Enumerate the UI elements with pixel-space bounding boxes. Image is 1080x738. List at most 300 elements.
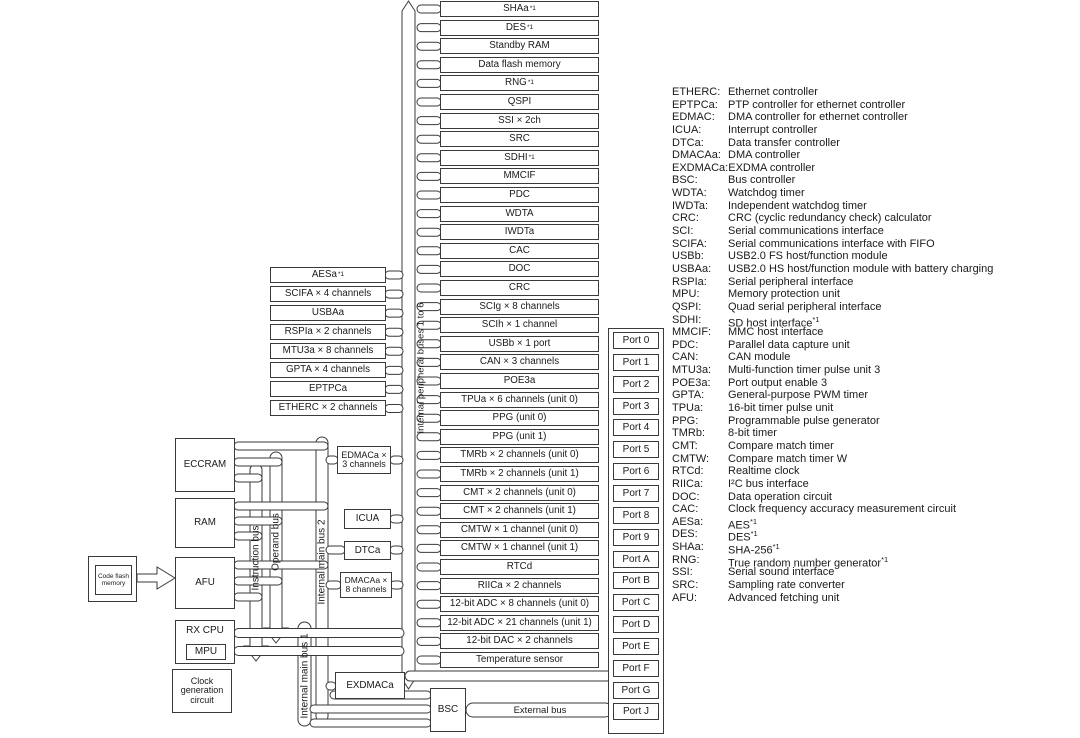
peripheral-block-label: PDC xyxy=(509,189,530,200)
legend-abbr: CMT: xyxy=(672,439,698,452)
peripheral-stub xyxy=(385,404,403,412)
peripheral-block-label: CMT × 2 channels (unit 1) xyxy=(463,505,576,517)
legend-abbr: CAC: xyxy=(672,503,699,516)
peripheral-block xyxy=(270,343,386,359)
port-box: Port 3 xyxy=(613,398,659,415)
peripheral-block xyxy=(440,392,599,408)
peripheral-block-label: WDTA xyxy=(505,207,534,219)
bus-stub xyxy=(310,719,431,727)
legend xyxy=(672,86,1077,604)
legend-row xyxy=(672,339,1077,352)
peripheral-block: DES *1 xyxy=(440,20,599,36)
peripheral-block-label: SCIh × 1 channel xyxy=(481,319,558,331)
peripheral-stub xyxy=(385,328,403,336)
legend-abbr: USBb: xyxy=(672,250,704,263)
peripheral-block xyxy=(440,336,599,352)
legend-row xyxy=(672,528,1077,545)
legend-abbr: SCIFA: xyxy=(672,237,707,250)
peripheral-block xyxy=(440,373,599,389)
external-bus-label: External bus xyxy=(513,704,567,716)
peripheral-block xyxy=(440,578,599,594)
legend-desc: DMA controller for ethernet controller xyxy=(728,111,908,124)
legend-row xyxy=(672,111,1077,124)
peripheral-block xyxy=(440,466,599,482)
legend-desc: SD host interface$^{*1}$ xyxy=(728,314,820,330)
peripheral-block-label: CMTW × 1 channel (unit 0) xyxy=(460,523,579,535)
peripheral-block xyxy=(440,503,599,519)
peripheral-block-label: QSPI xyxy=(507,96,532,107)
legend-row xyxy=(672,149,1077,162)
peripheral-block-label: USBb × 1 port xyxy=(488,337,551,349)
ram-block xyxy=(175,498,235,548)
edmaca-label: EDMACa × 3 channels xyxy=(341,449,387,469)
peripheral-block-label: USBAa xyxy=(311,307,345,319)
peripheral-stub xyxy=(417,172,441,180)
legend-desc: True random number generator$^{*1}$ xyxy=(728,554,889,570)
port-box: Port E xyxy=(613,638,659,655)
legend-desc: Ethernet controller xyxy=(728,86,818,98)
legend-desc: USB2.0 FS host/function module xyxy=(728,250,888,263)
peripheral-block xyxy=(270,305,386,321)
edmaca-block xyxy=(337,446,391,474)
peripheral-block-label: MMCIF xyxy=(503,170,536,182)
legend-row xyxy=(672,440,1077,453)
legend-desc: Independent watchdog timer xyxy=(728,199,867,212)
peripheral-stub xyxy=(417,61,441,69)
peripheral-block-label: PPG (unit 0) xyxy=(492,412,547,424)
peripheral-block-label: CMT × 2 channels (unit 0) xyxy=(463,486,576,498)
legend-desc: Interrupt controller xyxy=(728,123,818,136)
clock-generation-label: Clock generation circuit xyxy=(180,676,224,705)
peripheral-block-label: TMRb × 2 channels (unit 0) xyxy=(460,449,579,461)
peripheral-block-label: SSI × 2ch xyxy=(498,114,541,126)
peripheral-stub xyxy=(417,526,441,534)
peripheral-stub xyxy=(417,228,441,236)
peripheral-stub xyxy=(417,563,441,571)
legend-row xyxy=(672,478,1077,491)
peripheral-block xyxy=(440,131,599,147)
legend-row xyxy=(672,364,1077,377)
legend-abbr: PPG: xyxy=(672,414,699,427)
legend-abbr: GPTA: xyxy=(672,389,705,402)
legend-abbr: SRC: xyxy=(672,578,699,591)
bsc-block xyxy=(430,688,466,732)
legend-abbr: IWDTa: xyxy=(672,199,709,212)
peripheral-block xyxy=(440,633,599,649)
bus-stub xyxy=(390,515,403,523)
port-box: Port B xyxy=(613,572,659,589)
legend-row xyxy=(672,402,1077,415)
legend-desc: MMC host interface xyxy=(728,326,824,339)
legend-row xyxy=(672,313,1077,330)
legend-row xyxy=(672,250,1077,263)
peripheral-block-label: AESa xyxy=(311,269,337,280)
peripheral-block xyxy=(440,596,599,612)
peripheral-block xyxy=(440,354,599,370)
peripheral-stub xyxy=(385,385,403,393)
peripheral-stub xyxy=(417,582,441,590)
legend-row xyxy=(672,566,1077,579)
peripheral-stub xyxy=(417,489,441,497)
port-box: Port 1 xyxy=(613,354,659,371)
legend-abbr: AFU: xyxy=(672,591,698,604)
clock-generation-block xyxy=(172,669,232,713)
internal-peripheral-bus-shaft xyxy=(402,1,415,689)
legend-desc: I²C bus interface xyxy=(728,477,809,490)
peripheral-block-label: SDHI xyxy=(504,151,528,163)
legend-desc: Serial sound interface xyxy=(728,566,835,579)
legend-abbr: SDHI: xyxy=(672,313,702,326)
peripheral-block-label: CMTW × 1 channel (unit 1) xyxy=(460,542,579,554)
port-box: Port 0 xyxy=(613,332,659,349)
legend-desc: Sampling rate converter xyxy=(728,578,845,591)
port-box: Port 6 xyxy=(613,463,659,480)
peripheral-block xyxy=(270,362,386,378)
legend-desc: CRC (cyclic redundancy check) calculator xyxy=(728,212,932,225)
icua-block xyxy=(344,509,391,529)
legend-abbr: DES: xyxy=(672,528,698,541)
legend-abbr: MPU: xyxy=(672,288,700,301)
legend-row xyxy=(672,225,1077,238)
legend-abbr: DTCa: xyxy=(672,136,704,149)
legend-row xyxy=(672,99,1077,112)
legend-abbr: RIICa: xyxy=(672,477,704,490)
peripheral-stub xyxy=(417,5,441,13)
peripheral-block xyxy=(270,324,386,340)
legend-row xyxy=(672,187,1077,200)
legend-desc: Watchdog timer xyxy=(728,187,805,200)
ram-label: RAM xyxy=(194,517,216,528)
legend-row xyxy=(672,427,1077,440)
legend-abbr: WDTA: xyxy=(672,187,707,200)
legend-abbr: RNG: xyxy=(672,553,700,566)
port-box: Port F xyxy=(613,660,659,677)
peripheral-stub xyxy=(417,600,441,608)
legend-desc: Port output enable 3 xyxy=(728,376,828,389)
legend-row xyxy=(672,276,1077,289)
peripheral-block xyxy=(440,447,599,463)
port-box: Port 9 xyxy=(613,529,659,546)
legend-desc: DES$^{*1}$ xyxy=(728,529,758,545)
peripheral-block xyxy=(440,429,599,445)
icua-label: ICUA xyxy=(355,513,380,524)
peripheral-block xyxy=(440,299,599,315)
peripheral-stub xyxy=(385,347,403,355)
port-box: Port G xyxy=(613,682,659,699)
peripheral-block-label: POE3a xyxy=(503,375,536,386)
peripheral-stub xyxy=(417,284,441,292)
legend-abbr: EPTPCa: xyxy=(672,98,718,111)
legend-abbr: EDMAC: xyxy=(672,111,715,124)
peripheral-block-label: SCIg × 8 channels xyxy=(479,300,560,312)
bus-stub xyxy=(310,705,431,713)
legend-abbr: RSPIa: xyxy=(672,275,707,288)
peripheral-block: SDHI *1 xyxy=(440,150,599,166)
peripheral-block-label: GPTA × 4 channels xyxy=(286,364,370,376)
legend-desc: 8-bit timer xyxy=(728,427,777,440)
peripheral-block xyxy=(440,522,599,538)
peripheral-stub xyxy=(417,135,441,143)
legend-abbr: CAN: xyxy=(672,351,699,364)
peripheral-block-label: TMRb × 2 channels (unit 1) xyxy=(460,468,579,479)
instruction-bus-label: Instruction bus xyxy=(250,525,262,591)
peripheral-block xyxy=(440,317,599,333)
legend-row xyxy=(672,491,1077,504)
legend-row xyxy=(672,174,1077,187)
legend-row xyxy=(672,162,1077,175)
peripheral-block-label: DOC xyxy=(508,263,531,275)
peripheral-block xyxy=(440,615,599,631)
legend-row xyxy=(672,263,1077,276)
code-flash-arrow xyxy=(137,567,175,589)
peripheral-block xyxy=(440,168,599,184)
bsc-label: BSC xyxy=(437,703,459,715)
peripheral-block-label: ETHERC × 2 channels xyxy=(278,402,378,414)
bus-stub xyxy=(234,442,328,450)
port-box: Port C xyxy=(613,594,659,611)
peripheral-stub xyxy=(417,210,441,218)
legend-abbr: TPUa: xyxy=(672,402,704,415)
legend-row xyxy=(672,137,1077,150)
legend-abbr: POE3a: xyxy=(672,376,711,389)
peripheral-block-label: IWDTa xyxy=(504,226,535,238)
afu-block xyxy=(175,557,235,609)
peripheral-stub xyxy=(417,24,441,32)
exdmaca-block xyxy=(335,672,405,699)
peripheral-block xyxy=(440,243,599,259)
rx-cpu-block xyxy=(175,620,235,664)
dtca-label: DTCa xyxy=(354,544,381,556)
legend-row xyxy=(672,389,1077,402)
peripheral-block xyxy=(440,113,599,129)
legend-abbr: MMCIF: xyxy=(672,326,712,339)
legend-row xyxy=(672,503,1077,516)
legend-desc: AES$^{*1}$ xyxy=(728,516,758,532)
legend-desc: General-purpose PWM timer xyxy=(728,389,868,402)
legend-abbr: SHAa: xyxy=(672,541,704,554)
peripheral-block-label: RNG xyxy=(505,77,527,89)
peripheral-block xyxy=(270,400,386,416)
peripheral-block xyxy=(440,94,599,110)
legend-abbr: CRC: xyxy=(672,212,699,225)
peripheral-block xyxy=(270,381,386,397)
rx-cpu-label: RX CPU xyxy=(186,625,224,636)
legend-desc: Serial communications interface with FIFO xyxy=(728,237,935,250)
peripheral-block xyxy=(440,540,599,556)
bus-stub xyxy=(326,581,341,589)
peripheral-stub xyxy=(417,265,441,273)
legend-row xyxy=(672,553,1077,570)
bus-stub xyxy=(234,593,262,601)
afu-label: AFU xyxy=(195,577,215,588)
dmacaa-label: DMACAa × 8 channels xyxy=(344,575,388,594)
peripheral-block-label: RIICa × 2 channels xyxy=(477,579,562,591)
legend-row xyxy=(672,200,1077,213)
peripheral-block xyxy=(440,261,599,277)
legend-desc: Memory protection unit xyxy=(728,288,840,301)
port-box: Port 4 xyxy=(613,419,659,436)
dmacaa-block xyxy=(340,572,392,598)
legend-abbr: SCI: xyxy=(672,225,694,238)
peripheral-stub xyxy=(385,366,403,374)
peripheral-stub xyxy=(417,98,441,106)
peripheral-stub xyxy=(417,433,441,441)
peripheral-block xyxy=(440,206,599,222)
peripheral-stub xyxy=(417,247,441,255)
legend-abbr: ICUA: xyxy=(672,123,702,136)
legend-abbr: DOC: xyxy=(672,490,700,503)
peripheral-block-label: EPTPCa xyxy=(308,383,348,395)
peripheral-stub xyxy=(417,656,441,664)
legend-desc: Advanced fetching unit xyxy=(728,591,840,604)
peripheral-block xyxy=(440,559,599,575)
rx-cpu-bus-link xyxy=(234,629,404,638)
operand-bus-label: Operand bus xyxy=(270,513,282,571)
legend-row xyxy=(672,351,1077,364)
legend-desc: Bus controller xyxy=(728,174,796,187)
mpu-block: MPU xyxy=(186,644,226,660)
peripheral-stub xyxy=(417,79,441,87)
peripheral-stub xyxy=(385,290,403,298)
peripheral-block-label: CAC xyxy=(509,244,530,256)
code-flash-outer-block xyxy=(88,556,137,602)
legend-abbr: AESa: xyxy=(672,515,704,528)
peripheral-stub xyxy=(417,619,441,627)
port-box: Port J xyxy=(613,703,659,720)
legend-abbr: EXDMACa: xyxy=(672,161,729,174)
rx-cpu-bus-link xyxy=(234,647,404,656)
legend-abbr: QSPI: xyxy=(672,300,702,313)
peripheral-block xyxy=(440,652,599,668)
bus-stub xyxy=(234,502,328,510)
legend-desc: PTP controller for ethernet controller xyxy=(728,98,906,111)
peripheral-block-label: Temperature sensor xyxy=(475,654,564,665)
peripheral-to-port-bus xyxy=(405,671,612,681)
peripheral-stub xyxy=(417,544,441,552)
port-box: Port A xyxy=(613,551,659,568)
bus-stub xyxy=(234,458,282,466)
exdmaca-label: EXDMACa xyxy=(346,679,394,691)
legend-desc: Serial communications interface xyxy=(728,225,884,238)
peripheral-block-label: TPUa × 6 channels (unit 0) xyxy=(461,393,578,405)
legend-desc: Compare match timer W xyxy=(728,452,848,465)
bus-stub xyxy=(234,474,262,482)
eccram-label: ECCRAM xyxy=(183,459,227,470)
internal-main-bus-1-label: Internal main bus 1 xyxy=(299,633,311,719)
legend-row xyxy=(672,465,1077,478)
peripheral-block-label: SCIFA × 4 channels xyxy=(284,288,372,300)
peripheral-block-label: SHAa xyxy=(503,3,529,14)
legend-desc: 16-bit timer pulse unit xyxy=(728,402,834,415)
legend-abbr: RTCd: xyxy=(672,465,704,478)
peripheral-stub xyxy=(417,154,441,162)
legend-desc: EXDMA controller xyxy=(728,161,816,174)
peripheral-block-label: MTU3a × 8 channels xyxy=(282,345,374,357)
peripheral-stub xyxy=(417,42,441,50)
legend-desc: Multi-function timer pulse unit 3 xyxy=(728,364,881,377)
legend-abbr: USBAa: xyxy=(672,262,712,275)
legend-abbr: CMTW: xyxy=(672,452,710,465)
bus-stub xyxy=(390,546,403,554)
peripheral-block xyxy=(440,224,599,240)
legend-abbr: SSI: xyxy=(672,566,693,579)
legend-desc: Clock frequency accuracy measurement circuit xyxy=(728,503,957,516)
legend-row xyxy=(672,415,1077,428)
legend-row xyxy=(672,515,1077,532)
port-box: Port D xyxy=(613,616,659,633)
peripheral-block-label: CRC xyxy=(508,282,531,293)
legend-row xyxy=(672,579,1077,592)
internal-main-bus-2-label: Internal main bus 2 xyxy=(316,519,328,605)
legend-desc: Quad serial peripheral interface xyxy=(728,300,882,313)
peripheral-block xyxy=(440,410,599,426)
peripheral-stub xyxy=(417,507,441,515)
peripheral-block: RNG *1 xyxy=(440,75,599,91)
port-box: Port 7 xyxy=(613,485,659,502)
legend-desc: Realtime clock xyxy=(728,465,800,478)
legend-desc: Serial peripheral interface xyxy=(728,275,854,288)
legend-row xyxy=(672,288,1077,301)
legend-row xyxy=(672,301,1077,314)
peripheral-block-label: RTCd xyxy=(506,561,533,572)
legend-desc: Compare match timer xyxy=(728,439,834,452)
peripheral-block-label: PPG (unit 1) xyxy=(492,430,547,442)
peripheral-stub xyxy=(385,271,403,279)
peripheral-block: AESa *1 xyxy=(270,267,386,283)
legend-row xyxy=(672,238,1077,251)
legend-row xyxy=(672,541,1077,557)
bus-stub xyxy=(326,546,345,554)
legend-abbr: DMACAa: xyxy=(672,149,721,162)
legend-desc: SHA-256$^{*1}$ xyxy=(728,542,780,557)
legend-desc: DMA controller xyxy=(728,149,801,162)
peripheral-stub xyxy=(417,637,441,645)
peripheral-block-label: 12-bit ADC × 21 channels (unit 1) xyxy=(447,616,592,628)
peripheral-block xyxy=(270,286,386,302)
peripheral-block xyxy=(440,485,599,501)
port-box: Port 8 xyxy=(613,507,659,524)
peripheral-block-label: 12-bit DAC × 2 channels xyxy=(466,635,573,647)
internal-peripheral-buses-label: Internal peripheral buses 1 to 6 xyxy=(415,302,427,434)
peripheral-stub xyxy=(385,309,403,317)
peripheral-block-label: DES xyxy=(505,21,526,33)
legend-desc: USB2.0 HS host/function module with battery charging xyxy=(728,262,994,275)
peripheral-block-label: SRC xyxy=(509,133,530,145)
legend-desc: CAN module xyxy=(728,351,791,364)
peripheral-block xyxy=(440,280,599,296)
peripheral-block-label: CAN × 3 channels xyxy=(479,356,560,368)
peripheral-stub xyxy=(417,117,441,125)
peripheral-stub xyxy=(417,191,441,199)
legend-abbr: PDC: xyxy=(672,338,699,351)
peripheral-block-label: Standby RAM xyxy=(489,40,550,52)
legend-desc: Parallel data capture unit xyxy=(728,338,850,351)
dtca-block xyxy=(344,541,391,560)
peripheral-block-label: 12-bit ADC × 8 channels (unit 0) xyxy=(449,598,590,610)
port-box: Port 5 xyxy=(613,441,659,458)
peripheral-stub xyxy=(417,470,441,478)
legend-abbr: MTU3a: xyxy=(672,364,712,377)
peripheral-block xyxy=(440,187,599,203)
legend-row xyxy=(672,592,1077,605)
legend-row xyxy=(672,86,1077,99)
legend-row xyxy=(672,124,1077,137)
peripheral-block-label: Data flash memory xyxy=(478,58,561,70)
legend-row xyxy=(672,212,1077,225)
legend-abbr: TMRb: xyxy=(672,427,705,440)
legend-abbr: ETHERC: xyxy=(672,86,721,98)
bus-stub xyxy=(390,456,403,464)
